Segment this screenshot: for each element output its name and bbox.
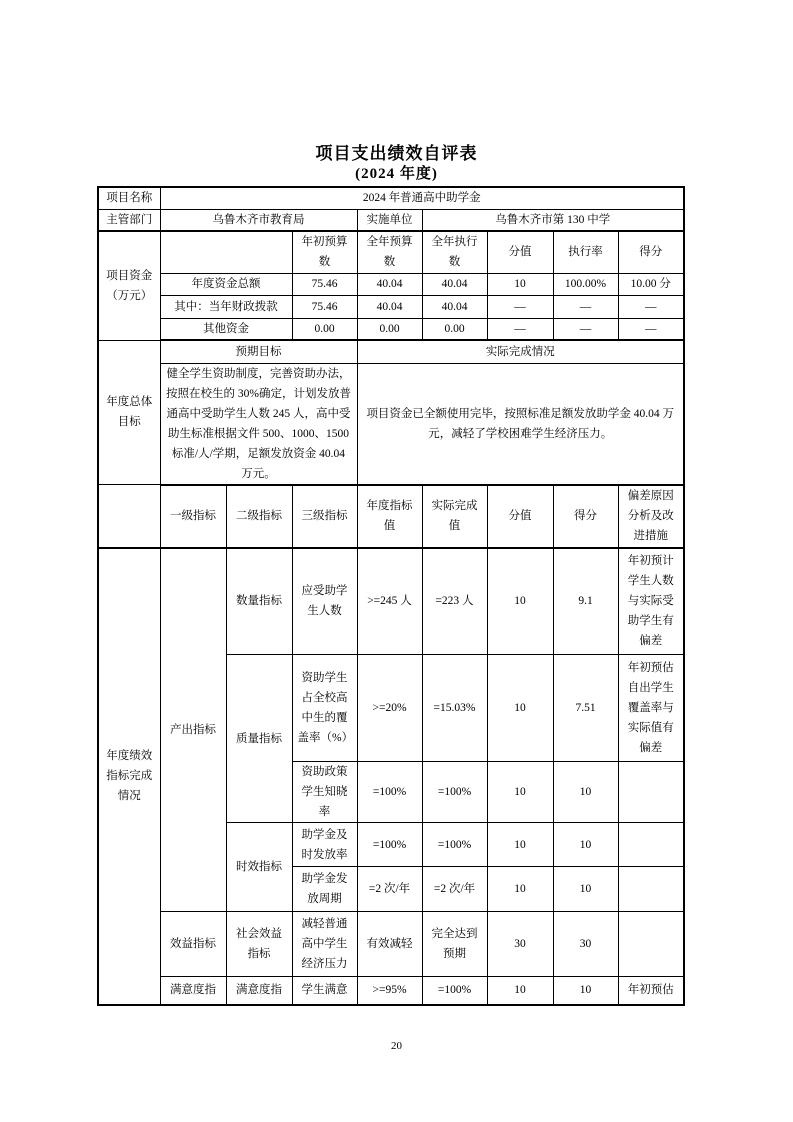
funding-initial: 75.46 bbox=[292, 295, 357, 318]
indicator-actual: =15.03% bbox=[422, 655, 487, 762]
indicator-score: 10 bbox=[553, 977, 618, 1005]
indicator-level2: 质量指标 bbox=[226, 655, 292, 823]
funding-blank-cell bbox=[160, 231, 292, 273]
indicator-col-score-total: 分值 bbox=[487, 485, 553, 548]
indicator-actual: =2 次/年 bbox=[422, 867, 487, 912]
goals-section-label: 年度总体目标 bbox=[98, 340, 160, 485]
row-project-name bbox=[98, 187, 684, 209]
unit-label: 实施单位 bbox=[357, 209, 422, 231]
indicator-level2: 社会效益指标 bbox=[226, 912, 292, 977]
page-subtitle: (2024 年度) bbox=[355, 166, 438, 182]
indicator-level3: 应受助学生人数 bbox=[292, 548, 357, 655]
indicator-actual: =100% bbox=[422, 977, 487, 1005]
funding-budget: 0.00 bbox=[357, 318, 422, 340]
indicator-level3: 助学金发放周期 bbox=[292, 867, 357, 912]
funding-budget: 40.04 bbox=[357, 273, 422, 295]
goals-actual-text: 项目资金已全额使用完毕，按照标准足额发放助学金 40.04 万元，减轻了学校困难学生经济压力。 bbox=[357, 363, 684, 485]
indicator-level1: 满意度指 bbox=[160, 977, 226, 1005]
indicator-level1: 效益指标 bbox=[160, 912, 226, 977]
funding-exec: 40.04 bbox=[422, 295, 487, 318]
indicator-score-total: 10 bbox=[487, 867, 553, 912]
indicator-target: >=95% bbox=[357, 977, 422, 1005]
funding-exec: 40.04 bbox=[422, 273, 487, 295]
indicators-section-label: 年度绩效指标完成情况 bbox=[98, 548, 160, 1005]
indicator-score-total: 10 bbox=[487, 823, 553, 867]
indicator-score: 30 bbox=[553, 912, 618, 977]
project-name-value: 2024 年普通高中助学金 bbox=[160, 187, 684, 209]
funding-score: — bbox=[618, 318, 684, 340]
indicator-score-total: 10 bbox=[487, 548, 553, 655]
indicator-deviation bbox=[618, 823, 684, 867]
indicator-blank-cell bbox=[98, 485, 160, 548]
row-dept-unit bbox=[98, 209, 684, 231]
indicator-level2: 时效指标 bbox=[226, 823, 292, 912]
funding-budget: 40.04 bbox=[357, 295, 422, 318]
funding-section-label: 项目资金（万元） bbox=[98, 231, 160, 340]
indicator-score: 7.51 bbox=[553, 655, 618, 762]
row-funding-total bbox=[98, 273, 684, 295]
funding-score: 10.00 分 bbox=[618, 273, 684, 295]
funding-initial: 75.46 bbox=[292, 273, 357, 295]
funding-rate: 100.00% bbox=[553, 273, 618, 295]
funding-score: — bbox=[618, 295, 684, 318]
row-indicator-quantity bbox=[98, 548, 684, 655]
indicator-level3: 减轻普通高中学生经济压力 bbox=[292, 912, 357, 977]
row-indicator-benefit bbox=[98, 912, 684, 977]
indicator-col-deviation: 偏差原因分析及改进措施 bbox=[618, 485, 684, 548]
indicator-deviation bbox=[618, 762, 684, 823]
indicator-level3: 学生满意 bbox=[292, 977, 357, 1005]
indicator-actual: =100% bbox=[422, 823, 487, 867]
indicator-deviation: 年初预估 bbox=[618, 977, 684, 1005]
indicator-level3: 资助学生占全校高中生的覆盖率（%） bbox=[292, 655, 357, 762]
performance-self-evaluation-table bbox=[97, 186, 685, 1006]
funding-score-total: — bbox=[487, 295, 553, 318]
indicator-level1-output: 产出指标 bbox=[160, 548, 226, 912]
indicator-col-score: 得分 bbox=[553, 485, 618, 548]
funding-col-annual-budget: 全年预算数 bbox=[357, 231, 422, 273]
funding-initial: 0.00 bbox=[292, 318, 357, 340]
indicator-level2: 满意度指 bbox=[226, 977, 292, 1005]
goals-expected-header: 预期目标 bbox=[160, 340, 357, 363]
indicator-target: =100% bbox=[357, 762, 422, 823]
indicator-level3: 助学金及时发放率 bbox=[292, 823, 357, 867]
goals-actual-header: 实际完成情况 bbox=[357, 340, 684, 363]
funding-col-initial-budget: 年初预算数 bbox=[292, 231, 357, 273]
indicator-score: 10 bbox=[553, 823, 618, 867]
indicator-score-total: 10 bbox=[487, 977, 553, 1005]
funding-score-total: — bbox=[487, 318, 553, 340]
indicator-target: =2 次/年 bbox=[357, 867, 422, 912]
indicator-score-total: 10 bbox=[487, 762, 553, 823]
indicator-col-target: 年度指标值 bbox=[357, 485, 422, 548]
row-goals-content bbox=[98, 363, 684, 485]
row-indicator-header bbox=[98, 485, 684, 548]
row-indicator-satisfaction bbox=[98, 977, 684, 1005]
indicator-score: 10 bbox=[553, 867, 618, 912]
indicator-deviation bbox=[618, 912, 684, 977]
indicator-score-total: 10 bbox=[487, 655, 553, 762]
indicator-col-level2: 二级指标 bbox=[226, 485, 292, 548]
funding-col-score: 得分 bbox=[618, 231, 684, 273]
indicator-col-level1: 一级指标 bbox=[160, 485, 226, 548]
goals-expected-text: 健全学生资助制度，完善资助办法，按照在校生的 30%确定，计划发放普通高中受助学生人数 245 人，高中受助生标准根据文件 500、1000、1500 标准/人/学期，足额发放资金 40.04 万元。 bbox=[160, 363, 357, 485]
page-title: 项目支出绩效自评表 bbox=[315, 144, 478, 163]
row-funding-other bbox=[98, 318, 684, 340]
indicator-score-total: 30 bbox=[487, 912, 553, 977]
indicator-score: 10 bbox=[553, 762, 618, 823]
unit-value: 乌鲁木齐市第 130 中学 bbox=[422, 209, 684, 231]
funding-row-name: 年度资金总额 bbox=[160, 273, 292, 295]
indicator-actual: =100% bbox=[422, 762, 487, 823]
indicator-col-actual: 实际完成值 bbox=[422, 485, 487, 548]
funding-rate: — bbox=[553, 318, 618, 340]
indicator-deviation: 年初预估自出学生覆盖率与实际值有偏差 bbox=[618, 655, 684, 762]
indicator-actual: 完全达到预期 bbox=[422, 912, 487, 977]
indicator-target: >=20% bbox=[357, 655, 422, 762]
indicator-level2: 数量指标 bbox=[226, 548, 292, 655]
funding-col-score-total: 分值 bbox=[487, 231, 553, 273]
indicator-target: 有效减轻 bbox=[357, 912, 422, 977]
funding-rate: — bbox=[553, 295, 618, 318]
funding-exec: 0.00 bbox=[422, 318, 487, 340]
funding-col-exec-rate: 执行率 bbox=[553, 231, 618, 273]
row-funding-header bbox=[98, 231, 684, 273]
indicator-target: >=245 人 bbox=[357, 548, 422, 655]
project-name-label: 项目名称 bbox=[98, 187, 160, 209]
indicator-col-level3: 三级指标 bbox=[292, 485, 357, 548]
row-funding-fiscal bbox=[98, 295, 684, 318]
funding-row-name: 其他资金 bbox=[160, 318, 292, 340]
dept-label: 主管部门 bbox=[98, 209, 160, 231]
indicator-deviation bbox=[618, 867, 684, 912]
indicator-deviation: 年初预计学生人数与实际受助学生有偏差 bbox=[618, 548, 684, 655]
dept-value: 乌鲁木齐市教育局 bbox=[160, 209, 357, 231]
funding-score-total: 10 bbox=[487, 273, 553, 295]
indicator-level3: 资助政策学生知晓率 bbox=[292, 762, 357, 823]
indicator-score: 9.1 bbox=[553, 548, 618, 655]
page-number: 20 bbox=[391, 1040, 402, 1052]
funding-col-annual-exec: 全年执行数 bbox=[422, 231, 487, 273]
indicator-target: =100% bbox=[357, 823, 422, 867]
indicator-actual: =223 人 bbox=[422, 548, 487, 655]
funding-row-name: 其中：当年财政拨款 bbox=[160, 295, 292, 318]
row-goals-header bbox=[98, 340, 684, 363]
